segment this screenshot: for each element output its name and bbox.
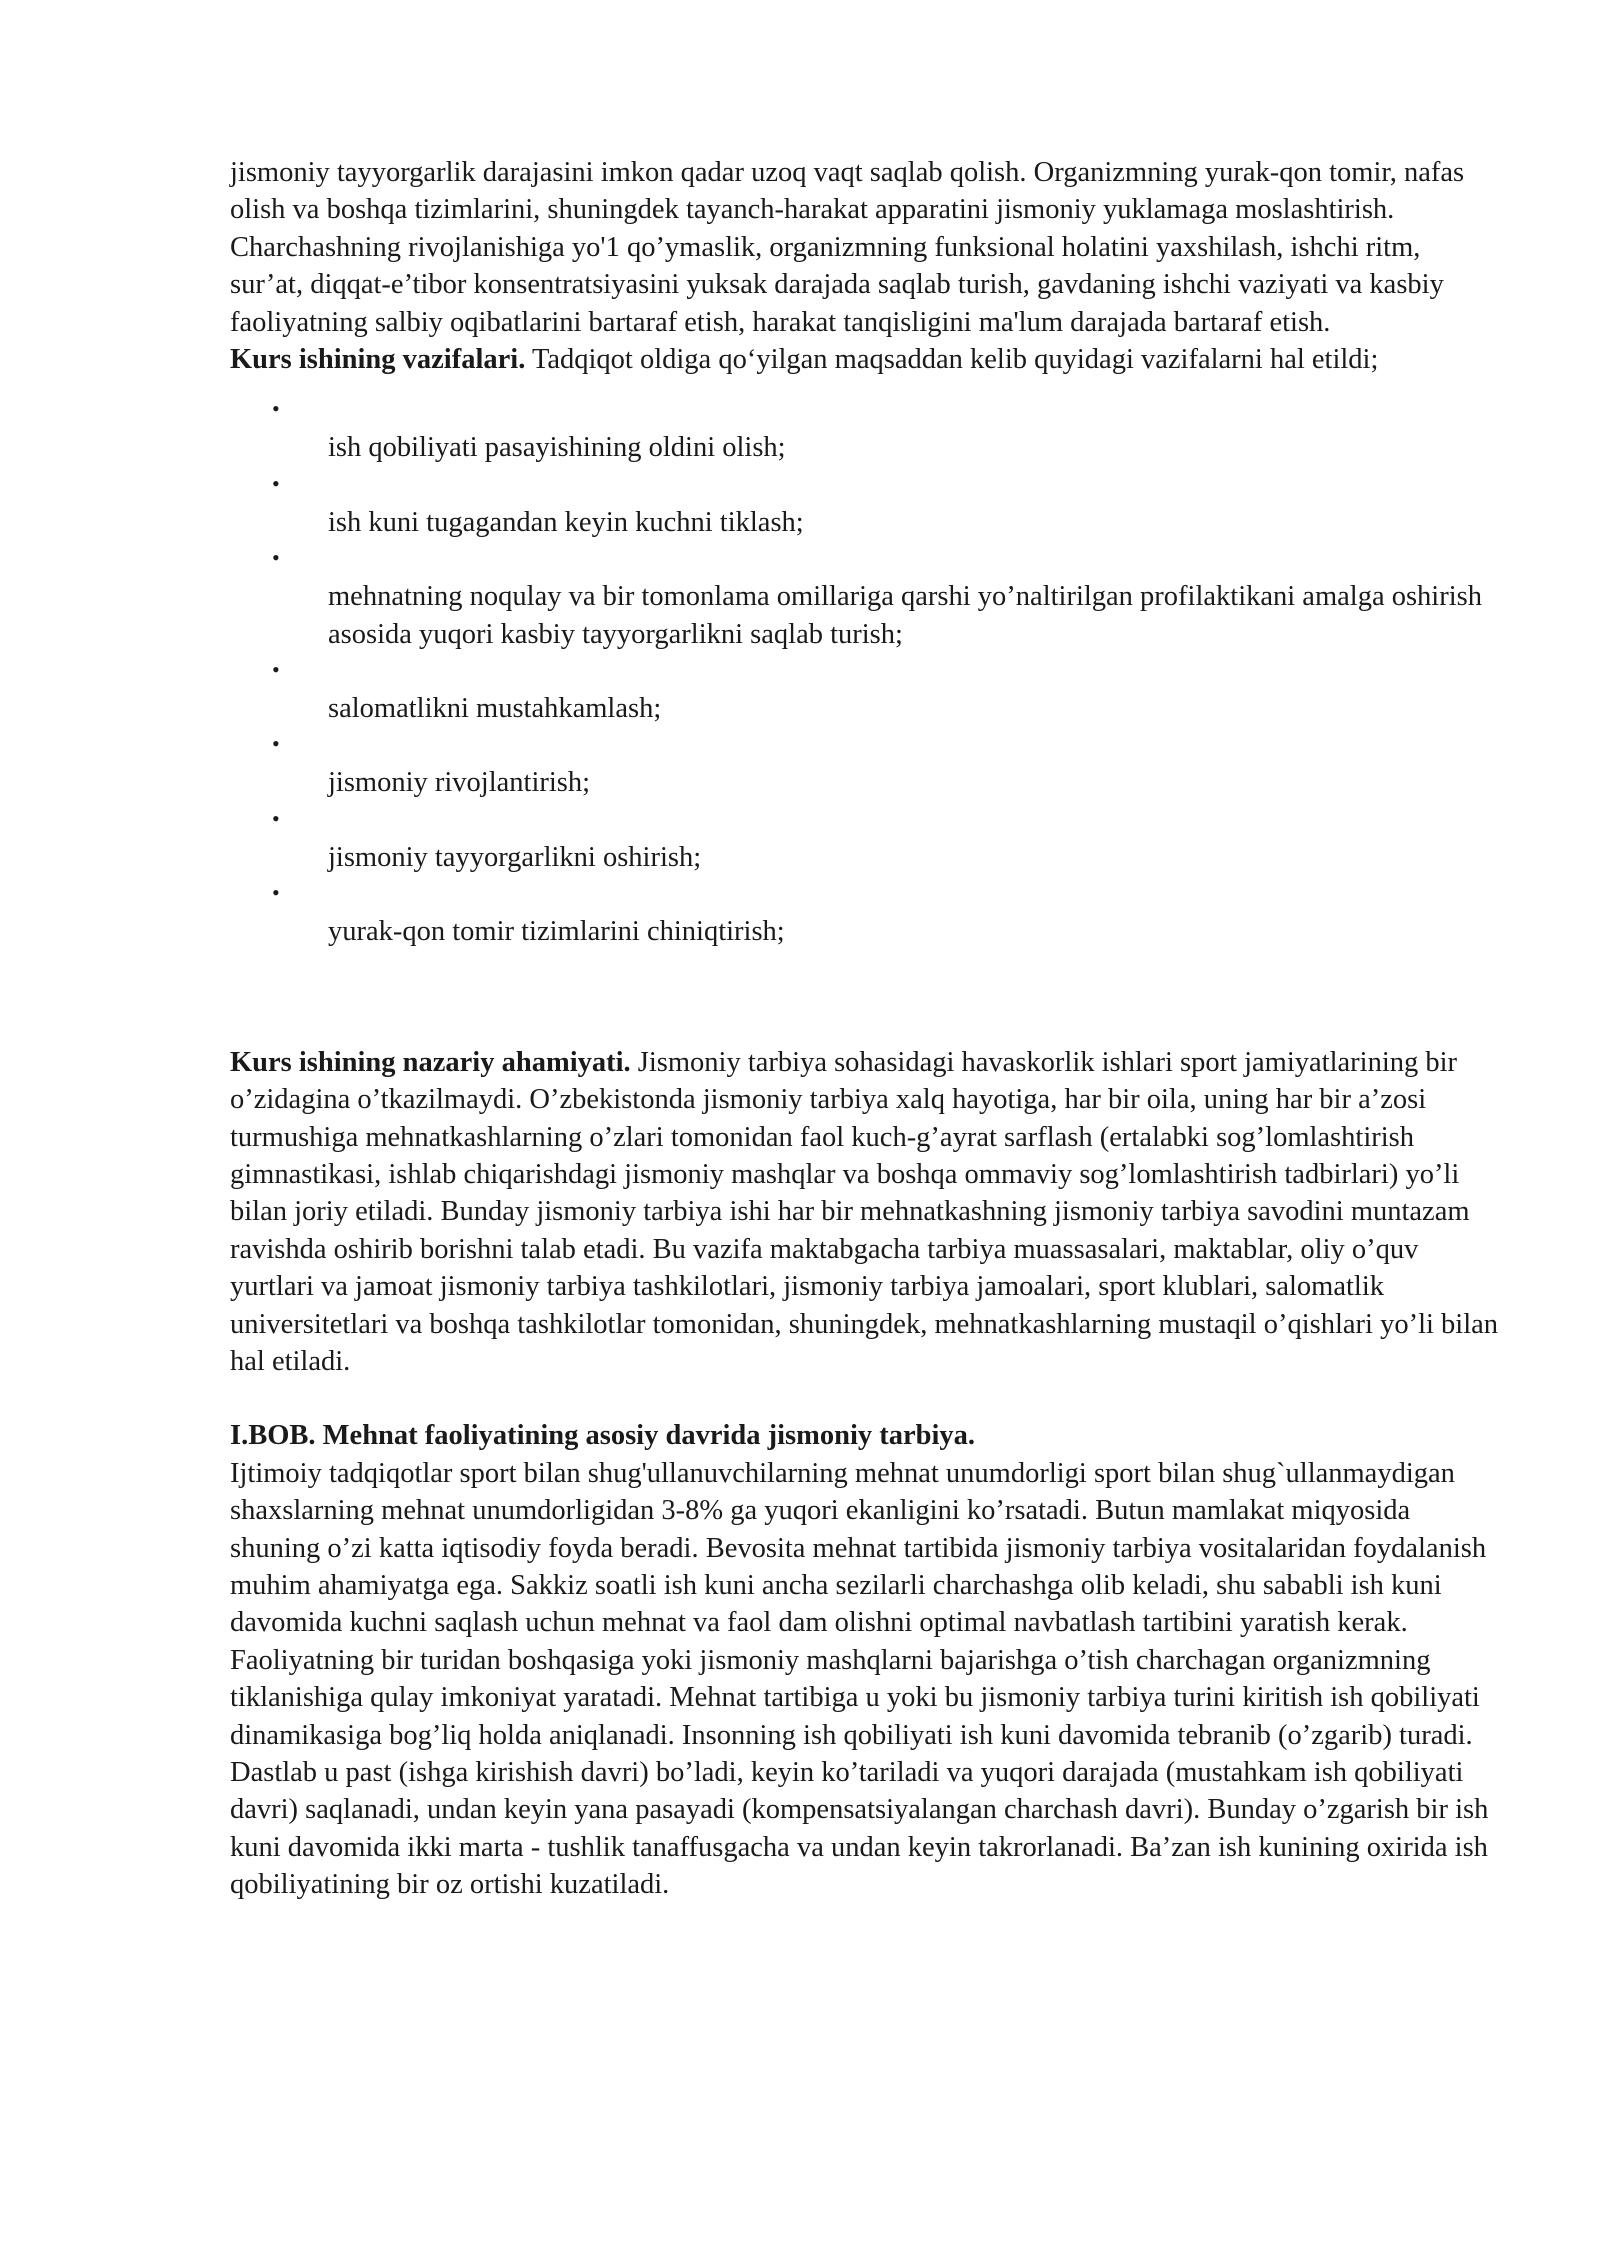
tasks-intro: Tadqiqot oldiga qo‘yilgan maqsaddan kelib quyidagi vazifalarni hal etildi; xyxy=(525,344,1379,376)
theory-paragraph xyxy=(230,1044,1500,1381)
bullet-icon: • xyxy=(272,880,280,906)
theory-heading: Kurs ishining nazariy ahamiyati. xyxy=(230,1046,631,1078)
chapter-heading-text: I.BOB. Mehnat faoliyatining asosiy davrida jismoniy tarbiya. xyxy=(230,1420,976,1452)
bullet-icon: • xyxy=(272,657,280,683)
spacer xyxy=(230,951,1500,1007)
list-item xyxy=(230,802,1500,876)
list-item xyxy=(230,392,1500,466)
bullet-icon: • xyxy=(272,731,280,757)
intro-paragraph: jismoniy tayyorgarlik darajasini imkon qadar uzoq vaqt saqlab qolish. Organizmning yurak-qon tomir, nafas olish va boshqa tizimlarini, shuningdek tayanch-harakat apparatini jismoniy yuklamaga moslashtirish. Charchashning rivojlanishiga yo'1 qo’ymaslik, organizmning funksional holatini yaxshilash, ishchi ritm, sur’at, diqqat-e’tibor konsentratsiyasini yuksak darajada saqlab turish, gavdaning ishchi vaziyati va kasbiy faoliyatning salbiy oqibatlarini bartaraf etish, harakat tanqisligini ma'lum darajada bartaraf etish. xyxy=(230,157,1465,338)
tasks-list xyxy=(230,392,1500,950)
list-item-text: yurak-qon tomir tizimlarini chiniqtirish; xyxy=(328,916,785,948)
bullet-icon: • xyxy=(272,545,280,571)
list-item-text: ish qobiliyati pasayishining oldini olish; xyxy=(328,432,786,464)
spacer xyxy=(230,1007,1500,1044)
list-item xyxy=(230,467,1500,541)
list-item-text: mehnatning noqulay va bir tomonlama omillariga qarshi yo’naltirilgan profilaktikani amalga oshirish asosida yuqori kasbiy tayyorgarlikni saqlab turish; xyxy=(328,581,1482,650)
bullet-icon: • xyxy=(272,805,280,831)
list-item-text: jismoniy tayyorgarlikni oshirish; xyxy=(328,841,702,873)
chapter-heading xyxy=(230,1417,1500,1454)
theory-text: Jismoniy tarbiya sohasidagi havaskorlik ishlari sport jamiyatlarining bir o’zidagina o’tkazilmaydi. O’zbekistonda jismoniy tarbiya xalq hayotiga, har bir oila, uning har bir a’zosi turmushiga mehnatkashlarning o’zlari tomonidan faol kuch-g’ayrat sarflash (ertalabki sog’lomlashtirish gimnastikasi, ishlab chiqarishdagi jismoniy mashqlar va boshqa ommaviy sog’lomlashtirish tadbirlari) yo’li bilan joriy etiladi. Bunday jismoniy tarbiya ishi har bir mehnatkashning jismoniy tarbiya savodini muntazam ravishda oshirib borishni talab etadi. Bu vazifa maktabgacha tarbiya muassasalari, maktablar, oliy o’quv yurtlari va jamoat jismoniy tarbiya tashkilotlari, jismoniy tarbiya jamoalari, sport klublari, salomatlik universitetlari va boshqa tashkilotlar tomonidan, shuningdek, mehnatkashlarning mustaqil o’qishlari yo’li bilan hal etiladi. xyxy=(230,1046,1499,1377)
list-item-text: ish kuni tugagandan keyin kuchni tiklash; xyxy=(328,506,804,538)
spacer xyxy=(230,1380,1500,1417)
bullet-icon: • xyxy=(272,396,280,422)
chapter-paragraph: Ijtimoiy tadqiqotlar sport bilan shug'ullanuvchilarning mehnat unumdorligi sport bilan shug`ullanmaydigan shaxslarning mehnat unumdorligidan 3-8% ga yuqori ekanligini ko’rsatadi. Butun mamlakat miqyosida shuning o’zi katta iqtisodiy foyda beradi. Bevosita mehnat tartibida jismoniy tarbiya vositalaridan foydalanish muhim ahamiyatga ega. Sakkiz soatli ish kuni ancha sezilarli charchashga olib keladi, shu sababli ish kuni davomida kuchni saqlash uchun mehnat va faol dam olishni optimal navbatlash tartibini yaratish kerak. Faoliyatning bir turidan boshqasiga yoki jismoniy mashqlarni bajarishga o’tish charchagan organizmning tiklanishiga qulay imkoniyat yaratadi. Mehnat tartibiga u yoki bu jismoniy tarbiya turini kiritish ish qobiliyati dinamikasiga bog’liq holda aniqlanadi. Insonning ish qobiliyati ish kuni davomida tebranib (o’zgarib) turadi. Dastlab u past (ishga kirishish davri) bo’ladi, keyin ko’tariladi va yuqori darajada (mustahkam ish qobiliyati davri) saqlanadi, undan keyin yana pasayadi (kompensatsiyalangan charchash davri). Bunday o’zgarish bir ish kuni davomida ikki marta - tushlik tanaffusgacha va undan keyin takrorlanadi. Ba’zan ish kunining oxirida ish qobiliyatining bir oz ortishi kuzatiladi. xyxy=(230,1457,1489,1901)
list-item xyxy=(230,541,1500,653)
list-item xyxy=(230,727,1500,801)
tasks-heading: Kurs ishining vazifalari. xyxy=(230,344,526,376)
tasks-paragraph xyxy=(230,341,1500,378)
list-item xyxy=(230,653,1500,727)
document-page xyxy=(230,154,1500,1904)
list-item-text: jismoniy rivojlantirish; xyxy=(328,767,591,799)
list-item-text: salomatlikni mustahkamlash; xyxy=(328,693,662,725)
list-item xyxy=(230,876,1500,950)
bullet-icon: • xyxy=(272,470,280,496)
